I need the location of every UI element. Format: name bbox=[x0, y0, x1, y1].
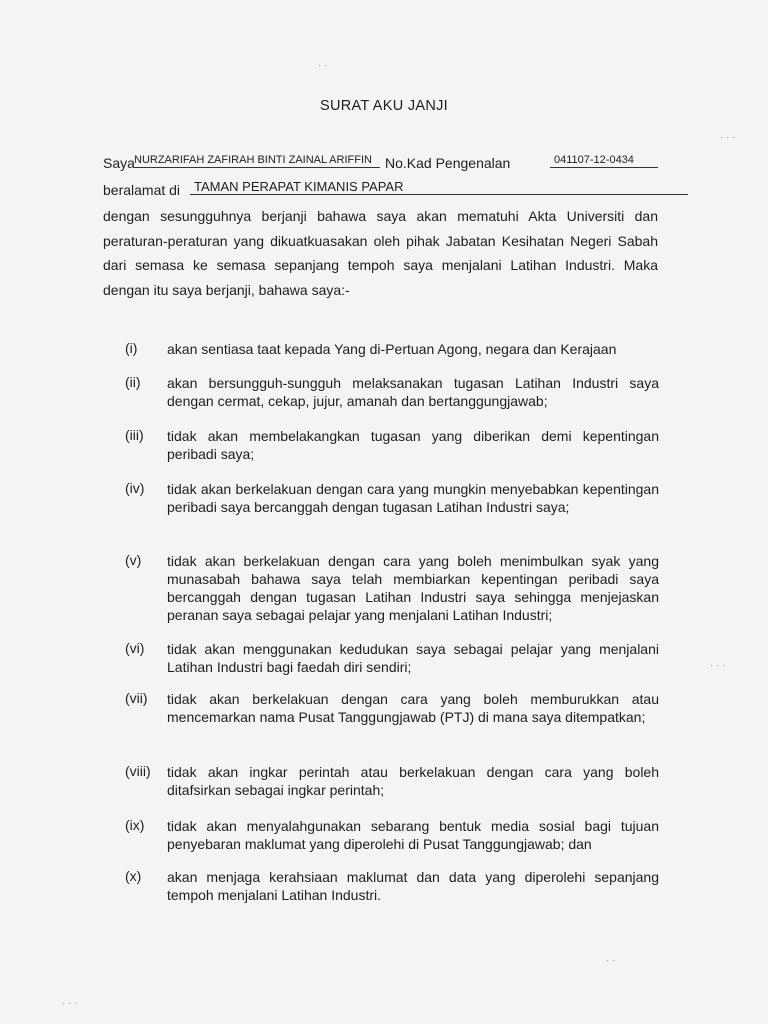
item-number: (iii) bbox=[125, 427, 144, 443]
item-number: (i) bbox=[125, 340, 138, 356]
scan-speck: · · · bbox=[710, 660, 726, 671]
ic-label: No.Kad Pengenalan bbox=[385, 155, 511, 171]
scan-speck: · · bbox=[606, 955, 616, 966]
document-title: SURAT AKU JANJI bbox=[319, 98, 449, 114]
saya-label: Saya bbox=[103, 155, 135, 171]
item-number: (vi) bbox=[125, 640, 145, 656]
item-text: tidak akan berkelakuan dengan cara yang boleh menimbulkan syak yang munasabah bahawa saya telah membiarkan kepentingan peribadi saya bercanggah dengan tugasan Latihan Industri saya sehingga menjejaskan peranan saya sebagai pelajar yang menjalani Latihan Industri; bbox=[167, 553, 659, 623]
item-text: tidak akan menggunakan kedudukan saya sebagai pelajar yang menjalani Latihan Industri bagi faedah diri sendiri; bbox=[167, 641, 659, 675]
name-field: NURZARIFAH ZAFIRAH BINTI ZAINAL ARIFFIN bbox=[134, 153, 380, 168]
scan-speck: · · · bbox=[720, 132, 736, 143]
intro-paragraph: dengan sesungguhnya berjanji bahawa saya akan mematuhi Akta Universiti dan peraturan-peraturan yang dikuatkuasakan oleh pihak Jabatan Kesihatan Negeri Sabah dari semasa ke semasa sepanjang tempoh saya menjalani Latihan Industri. Maka dengan itu saya berjanji, bahawa saya:- bbox=[103, 208, 658, 298]
item-text: tidak akan membelakangkan tugasan yang diberikan demi kepentingan peribadi saya; bbox=[167, 428, 659, 462]
item-text: tidak akan ingkar perintah atau berkelakuan dengan cara yang boleh ditafsirkan sebagai ingkar perintah; bbox=[167, 764, 659, 798]
item-number: (ix) bbox=[125, 817, 145, 833]
item-text: akan sentiasa taat kepada Yang di-Pertuan Agong, negara dan Kerajaan bbox=[167, 341, 617, 357]
item-number: (v) bbox=[125, 552, 142, 568]
item-text: akan bersungguh-sungguh melaksanakan tugasan Latihan Industri saya dengan cermat, cekap, jujur, amanah dan bertanggungjawab; bbox=[167, 375, 659, 409]
address-label: beralamat di bbox=[103, 182, 181, 198]
item-text: tidak akan menyalahgunakan sebarang bentuk media sosial bagi tujuan penyebaran maklumat yang diperolehi di Pusat Tanggungjawab; dan bbox=[167, 818, 659, 852]
item-text: tidak akan berkelakuan dengan cara yang mungkin menyebabkan kepentingan peribadi saya bercanggah dengan tugasan Latihan Industri saya; bbox=[167, 481, 659, 515]
item-text: tidak akan berkelakuan dengan cara yang boleh memburukkan atau mencemarkan nama Pusat Tanggungjawab (PTJ) di mana saya ditempatkan; bbox=[167, 691, 659, 725]
address-field: TAMAN PERAPAT KIMANIS PAPAR bbox=[190, 180, 688, 195]
ic-number-field: 041107-12-0434 bbox=[550, 153, 658, 168]
item-number: (viii) bbox=[125, 763, 151, 779]
item-number: (vii) bbox=[125, 690, 148, 706]
item-number: (x) bbox=[125, 868, 142, 884]
item-text: akan menjaga kerahsiaan maklumat dan data yang diperolehi sepanjang tempoh menjalani Latihan Industri. bbox=[167, 869, 659, 903]
item-number: (iv) bbox=[125, 480, 145, 496]
scan-speck: · · bbox=[318, 60, 328, 71]
scan-speck: · · · bbox=[62, 998, 78, 1009]
item-number: (ii) bbox=[125, 374, 141, 390]
